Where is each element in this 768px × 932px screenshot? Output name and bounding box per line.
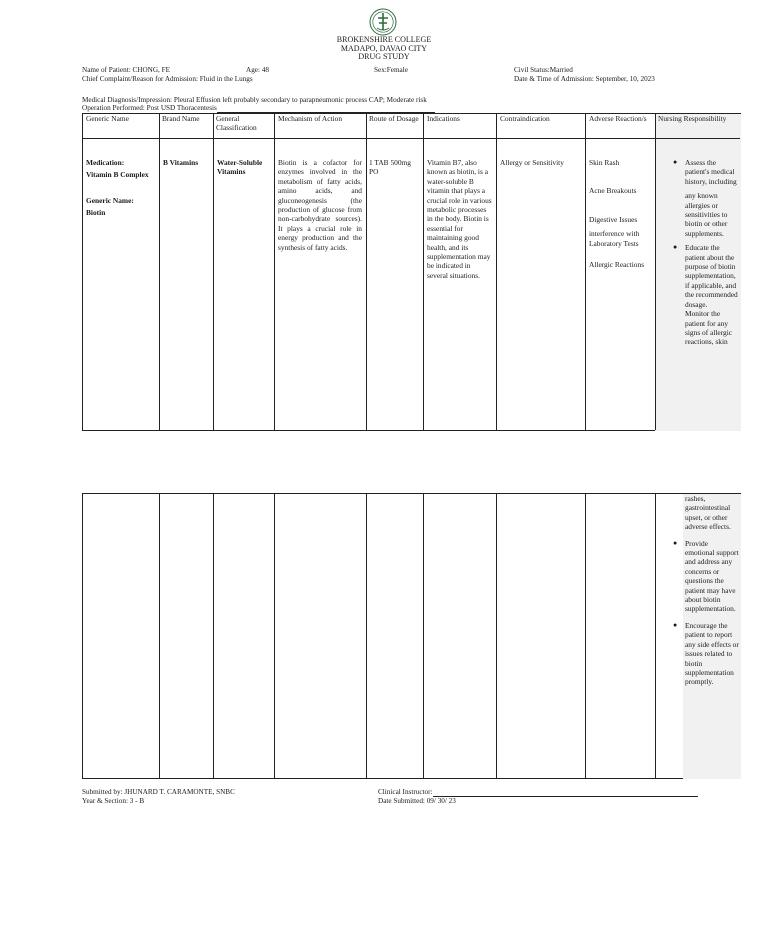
header-mechanism: Mechanism of Action (278, 114, 343, 123)
nursing-responsibilities-page2 (673, 494, 739, 687)
header-adverse-reactions: Adverse Reaction/s (589, 114, 647, 123)
nursing-item: ● Educate the patient about the purpose of biotin supplementation, if applicable, and the recommended dosage. (673, 243, 738, 309)
generic-name-value: Biotin (86, 208, 106, 218)
medication-label: Medication: (86, 158, 125, 167)
adverse-item: interference with Laboratory Tests (589, 229, 640, 248)
generic-name-label: Generic Name: (86, 195, 134, 205)
patient-sex: Sex:Female (374, 66, 408, 74)
header-classification: General Classification (216, 114, 257, 132)
contraindication-value: Allergy or Sensitivity (500, 158, 564, 167)
operation-performed: Operation Performed: Post USD Thoracentesis (82, 104, 435, 113)
classification-value: Water-Soluble Vitamins (217, 158, 263, 177)
nursing-item: ● Provide emotional support and address any concerns or questions the patient may have about biotin supplementation. (673, 538, 739, 614)
nursing-item-continued: rashes, gastrointestinal upset, or other adverse effects. (685, 494, 731, 532)
medication-value: Vitamin B Complex (86, 170, 149, 180)
generic-name-cell (86, 158, 156, 218)
adverse-item: Skin Rash (589, 158, 620, 167)
header-contraindication: Contraindication (500, 114, 550, 123)
college-seal-logo (369, 8, 397, 36)
document-header (0, 36, 768, 62)
civil-status: Civil Status:Married (514, 66, 573, 74)
drug-study-table-page1 (82, 113, 741, 431)
patient-age: Age: 48 (246, 66, 269, 74)
header-route: Route of Dosage (369, 114, 419, 123)
adverse-item: Allergic Reactions (589, 260, 645, 270)
indications-text: Vitamin B7, also known as biotin, is a water-soluble B vitamin that plays a crucial role in various metabolic processes in the body. Biotin is essential for maintaining good health, and its supplementation may be indicated in several situations. (427, 158, 492, 280)
nursing-item-continued: any known allergies or sensitivities to biotin or other supplements. (685, 191, 728, 238)
adverse-reactions-list (589, 158, 653, 269)
mechanism-text: Biotin is a cofactor for enzymes involved in the metabolism of fatty acids, amino acids, and gluconeogenesis (the production of glucose from non-carbohydrate sources). It plays a crucial role in energy production and the synthesis of fatty acids. (278, 158, 362, 252)
nursing-responsibilities-page1 (673, 158, 739, 347)
clinical-instructor: Clinical Instructor: (378, 788, 698, 797)
admission-datetime: Date & Time of Admission: September, 10, 2023 (514, 75, 655, 83)
header-generic-name: Generic Name (86, 114, 129, 123)
document-title: DRUG STUDY (358, 52, 410, 62)
adverse-item: Digestive Issues (589, 214, 638, 224)
chief-complaint: Chief Complaint/Reason for Admission: Fluid in the Lungs (82, 75, 253, 83)
college-name: BROKENSHIRE COLLEGE (336, 35, 432, 44)
date-submitted: Date Submitted: 09/ 30/ 23 (378, 797, 456, 805)
college-location: MADAPO, DAVAO CITY (340, 43, 428, 53)
nursing-item: ● Assess the patient's medical history, including (673, 158, 737, 186)
header-nursing-responsibility: Nursing Responsibility (658, 114, 727, 123)
nursing-item: Monitor the patient for any signs of allergic reactions, skin (685, 309, 733, 347)
header-brand-name: Brand Name (162, 114, 200, 123)
brand-name-value: B Vitamins (163, 158, 199, 167)
header-indications: Indications (427, 114, 460, 123)
patient-name: Name of Patient: CHONG, FE (82, 66, 171, 74)
adverse-item: Acne Breakouts (589, 186, 637, 196)
route-value: 1 TAB 500mg PO (369, 158, 411, 177)
year-section: Year & Section: 3 - B (82, 797, 145, 805)
medical-diagnosis: Medical Diagnosis/Impression: Pleural Effusion left probably secondary to parapneumonic process CAP; Moderate risk (82, 96, 427, 104)
drug-study-table-page2 (82, 493, 741, 779)
submitted-by: Submitted by: JHUNARD T. CARAMONTE, SNBC (82, 788, 235, 796)
nursing-item: ● Encourage the patient to report any side effects or issues related to biotin supplementation promptly. (673, 620, 739, 687)
